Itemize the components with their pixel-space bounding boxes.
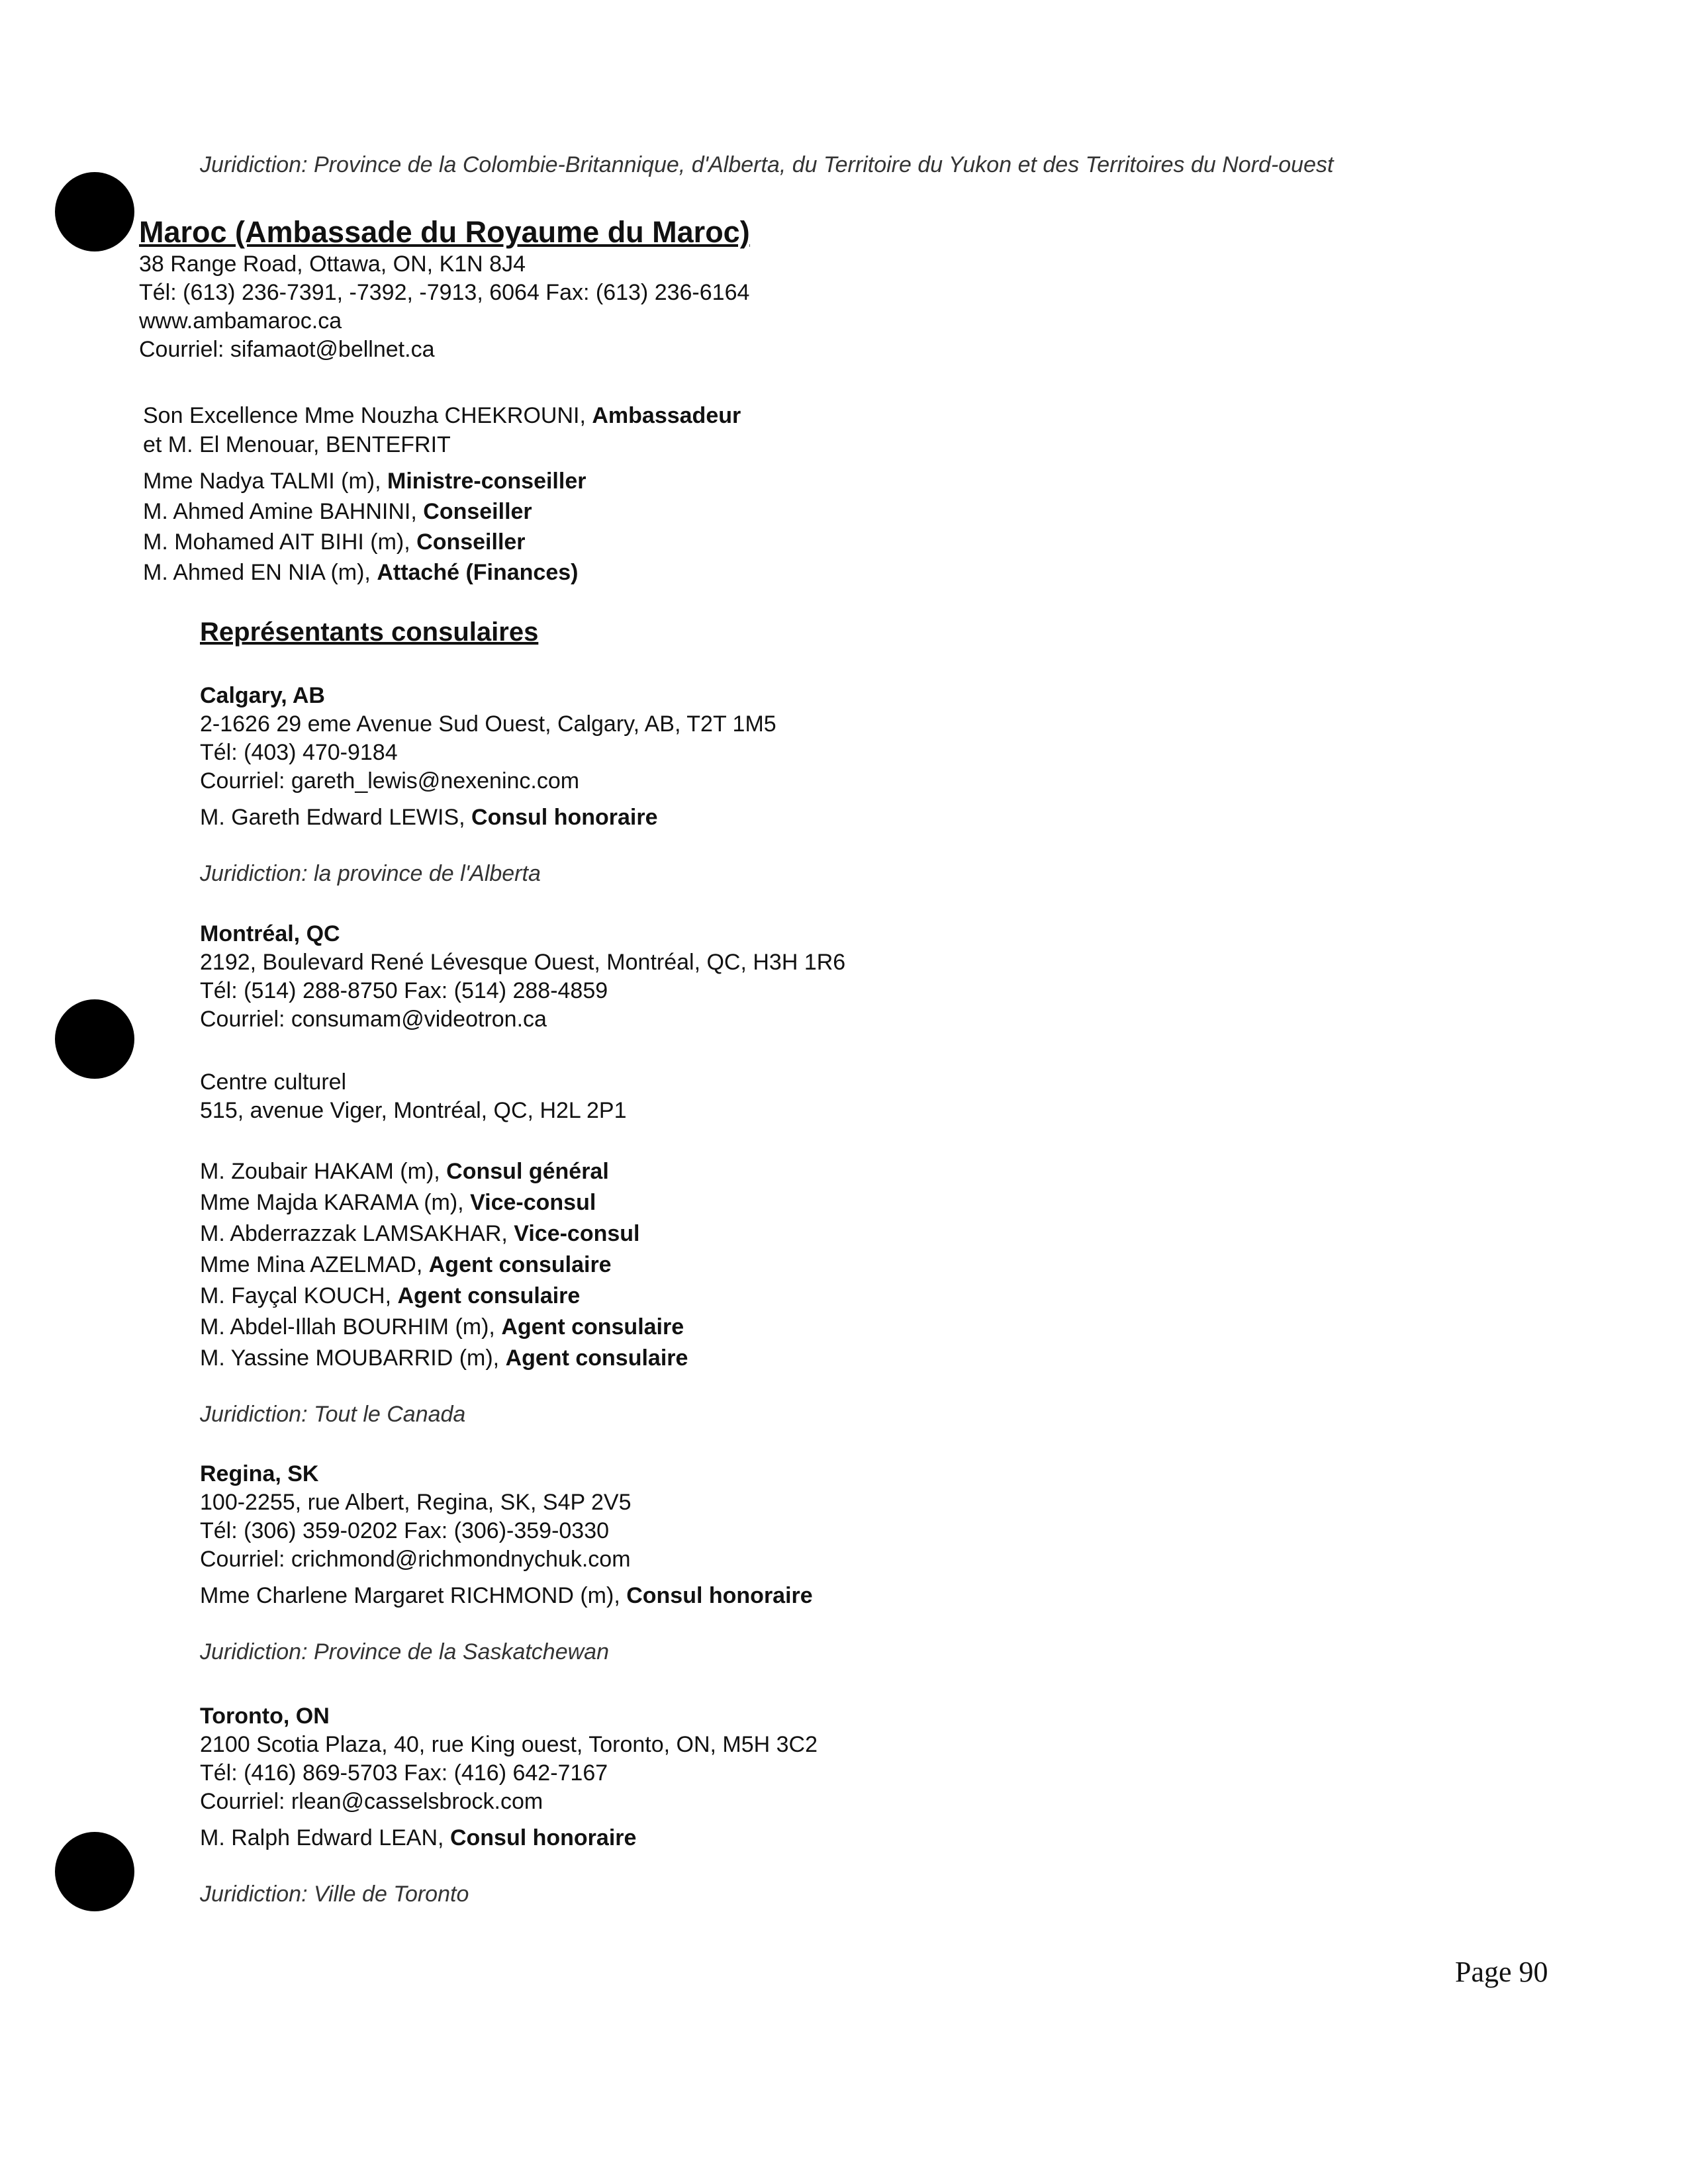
email-line: Courriel: rlean@casselsbrock.com xyxy=(200,1789,543,1814)
city-heading: Montréal, QC xyxy=(200,921,340,946)
city-heading: Regina, SK xyxy=(200,1461,319,1486)
person-line: Mme Mina AZELMAD, Agent consulaire xyxy=(200,1252,612,1277)
person-line: Mme Majda KARAMA (m), Vice-consul xyxy=(200,1190,596,1215)
staff-row: M. Ahmed EN NIA (m), Attaché (Finances) xyxy=(143,560,579,585)
jurisdiction: Juridiction: Tout le Canada xyxy=(200,1402,466,1427)
address-line: 2192, Boulevard René Lévesque Ouest, Montréal, QC, H3H 1R6 xyxy=(200,950,846,975)
staff-row: Son Excellence Mme Nouzha CHEKROUNI, Ambassadeur xyxy=(143,403,741,428)
person-line: M. Gareth Edward LEWIS, Consul honoraire xyxy=(200,805,658,830)
embassy-staff xyxy=(143,401,741,588)
person-line: Mme Charlene Margaret RICHMOND (m), Consul honoraire xyxy=(200,1583,813,1608)
embassy-block xyxy=(139,214,750,364)
montreal-section xyxy=(200,920,845,1429)
top-jurisdiction: Juridiction: Province de la Colombie-Britannique, d'Alberta, du Territoire du Yukon et des Territoires du Nord-ouest xyxy=(200,152,1334,177)
address-line: 2100 Scotia Plaza, 40, rue King ouest, Toronto, ON, M5H 3C2 xyxy=(200,1732,818,1757)
punch-hole-middle xyxy=(55,999,134,1079)
embassy-email: Courriel: sifamaot@bellnet.ca xyxy=(139,337,435,362)
jurisdiction: Juridiction: Province de la Saskatchewan xyxy=(200,1639,609,1664)
embassy-web: www.ambamaroc.ca xyxy=(139,308,342,334)
punch-hole-top xyxy=(55,172,134,251)
phone-line: Tél: (306) 359-0202 Fax: (306)-359-0330 xyxy=(200,1518,610,1543)
embassy-address: 38 Range Road, Ottawa, ON, K1N 8J4 xyxy=(139,251,526,277)
punch-hole-bottom xyxy=(55,1832,134,1911)
phone-line: Tél: (514) 288-8750 Fax: (514) 288-4859 xyxy=(200,978,608,1003)
jurisdiction: Juridiction: la province de l'Alberta xyxy=(200,861,541,886)
jurisdiction: Juridiction: Ville de Toronto xyxy=(200,1882,469,1907)
email-line: Courriel: crichmond@richmondnychuk.com xyxy=(200,1547,631,1572)
embassy-title: Maroc (Ambassade du Royaume du Maroc) xyxy=(139,215,750,249)
staff-row: Mme Nadya TALMI (m), Ministre-conseiller xyxy=(143,469,586,494)
person-line: M. Abdel-Illah BOURHIM (m), Agent consulaire xyxy=(200,1314,684,1340)
person-line: M. Ralph Edward LEAN, Consul honoraire xyxy=(200,1825,637,1850)
email-line: Courriel: consumam@videotron.ca xyxy=(200,1007,547,1032)
staff-row: M. Ahmed Amine BAHNINI, Conseiller xyxy=(143,499,532,524)
embassy-phone: Tél: (613) 236-7391, -7392, -7913, 6064 Fax: (613) 236-6164 xyxy=(139,280,750,305)
regina-section xyxy=(200,1460,813,1666)
city-heading: Toronto, ON xyxy=(200,1704,330,1729)
person-line: M. Abderrazzak LAMSAKHAR, Vice-consul xyxy=(200,1221,640,1246)
person-line: M. Yassine MOUBARRID (m), Agent consulaire xyxy=(200,1345,688,1371)
staff-row: M. Mohamed AIT BIHI (m), Conseiller xyxy=(143,529,526,555)
centre-address: 515, avenue Viger, Montréal, QC, H2L 2P1 xyxy=(200,1098,627,1123)
person-line: M. Fayçal KOUCH, Agent consulaire xyxy=(200,1283,581,1308)
calgary-section xyxy=(200,682,776,888)
city-heading: Calgary, AB xyxy=(200,683,325,708)
address-line: 100-2255, rue Albert, Regina, SK, S4P 2V5 xyxy=(200,1490,632,1515)
email-line: Courriel: gareth_lewis@nexeninc.com xyxy=(200,768,580,794)
address-line: 2-1626 29 eme Avenue Sud Ouest, Calgary, AB, T2T 1M5 xyxy=(200,711,776,737)
phone-line: Tél: (403) 470-9184 xyxy=(200,740,398,765)
centre-line: Centre culturel xyxy=(200,1069,347,1095)
phone-line: Tél: (416) 869-5703 Fax: (416) 642-7167 xyxy=(200,1760,608,1786)
staff-row: et M. El Menouar, BENTEFRIT xyxy=(143,432,451,457)
consular-heading: Représentants consulaires xyxy=(200,617,539,647)
toronto-section xyxy=(200,1702,818,1909)
page-number: Page 90 xyxy=(1455,1956,1548,1988)
person-line: M. Zoubair HAKAM (m), Consul général xyxy=(200,1159,609,1184)
